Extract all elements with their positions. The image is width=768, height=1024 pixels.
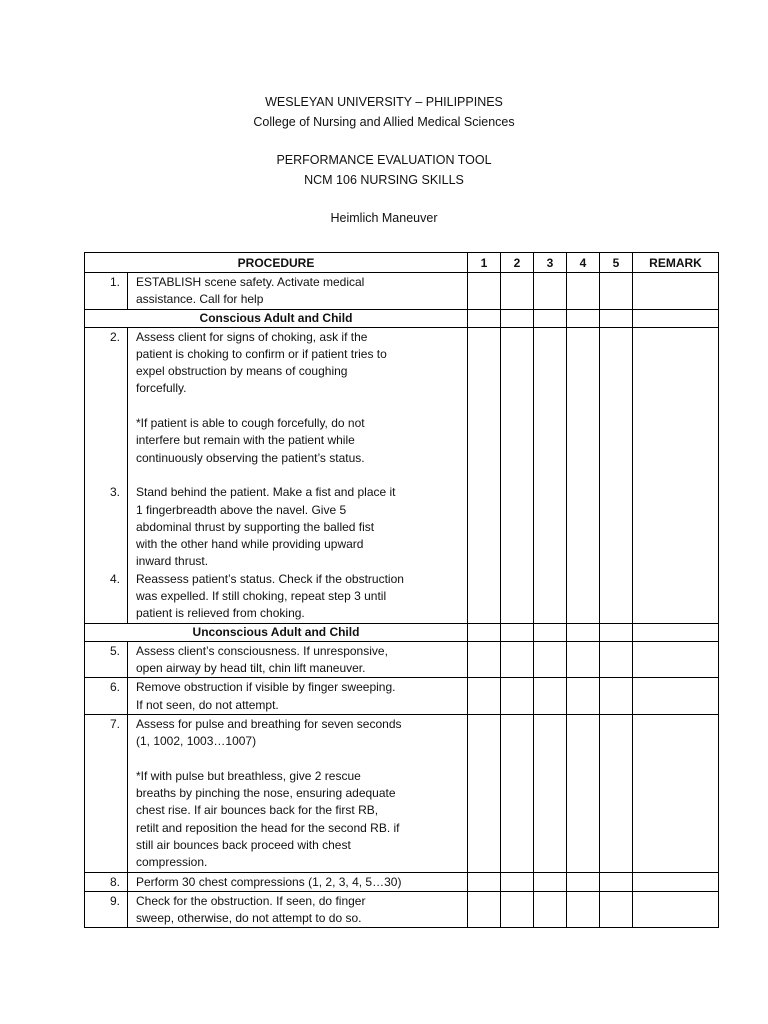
step-number-cell xyxy=(85,891,128,928)
procedure-line: continuously observing the patient’s status. xyxy=(136,450,365,465)
procedure-line xyxy=(136,750,463,767)
procedure-line: *If patient is able to cough forcefully, do not xyxy=(136,416,365,431)
remark-cell[interactable] xyxy=(633,891,719,928)
score-cell-3[interactable] xyxy=(534,714,567,872)
step-number: 8. xyxy=(109,874,120,889)
procedure-line: with the other hand while providing upward xyxy=(136,537,364,552)
score-cell-2[interactable] xyxy=(501,623,534,641)
score-cell-3[interactable] xyxy=(534,872,567,891)
procedure-line: ESTABLISH scene safety. Activate medical xyxy=(136,275,365,289)
procedure-line: still air bounces back proceed with chest xyxy=(136,837,351,852)
procedure-line: Reassess patient’s status. Check if the obstruction xyxy=(136,571,404,586)
remark-cell[interactable] xyxy=(633,872,719,891)
score-cell-2[interactable] xyxy=(501,641,534,678)
score-cell-4[interactable] xyxy=(567,714,600,872)
step-number-cell xyxy=(85,641,128,678)
score-cell-3[interactable] xyxy=(534,273,567,310)
step-number-cell xyxy=(85,678,128,715)
score-header-3: 3 xyxy=(534,253,567,273)
score-cell-4[interactable] xyxy=(567,327,600,623)
procedure-cell xyxy=(128,678,468,715)
score-cell-1[interactable] xyxy=(468,714,501,872)
step-number: 2. xyxy=(109,329,120,344)
procedure-cell xyxy=(128,872,468,891)
score-cell-5[interactable] xyxy=(600,872,633,891)
procedure-cell xyxy=(128,641,468,678)
score-cell-2[interactable] xyxy=(501,714,534,872)
score-cell-5[interactable] xyxy=(600,714,633,872)
document-header xyxy=(0,92,768,228)
procedure-cell xyxy=(128,327,468,623)
procedure-line: inward thrust. xyxy=(136,554,209,569)
procedure-line: Check for the obstruction. If seen, do finger xyxy=(136,893,366,908)
score-cell-5[interactable] xyxy=(600,327,633,623)
procedure-line: expel obstruction by means of coughing xyxy=(136,364,348,379)
procedure-line: breaths by pinching the nose, ensuring adequate xyxy=(136,786,396,801)
score-cell-4[interactable] xyxy=(567,891,600,928)
score-header-1: 1 xyxy=(468,253,501,273)
score-cell-1[interactable] xyxy=(468,327,501,623)
score-cell-2[interactable] xyxy=(501,891,534,928)
step-number: 1. xyxy=(109,275,120,289)
score-cell-1[interactable] xyxy=(468,623,501,641)
procedure-line xyxy=(136,467,463,484)
procedure-line: *If with pulse but breathless, give 2 rescue xyxy=(136,768,361,783)
procedure-cell xyxy=(128,714,468,872)
college-name: College of Nursing and Allied Medical Sciences xyxy=(253,115,515,129)
score-header-5: 5 xyxy=(600,253,633,273)
step-number-cell xyxy=(85,273,128,310)
score-cell-2[interactable] xyxy=(501,309,534,327)
score-cell-2[interactable] xyxy=(501,273,534,310)
section-title: Conscious Adult and Child xyxy=(85,309,468,327)
score-cell-1[interactable] xyxy=(468,641,501,678)
table-row xyxy=(85,872,719,891)
procedure-line: sweep, otherwise, do not attempt to do so. xyxy=(136,911,362,926)
tool-title: PERFORMANCE EVALUATION TOOL xyxy=(276,153,492,167)
score-cell-3[interactable] xyxy=(534,678,567,715)
remark-header: REMARK xyxy=(633,253,719,273)
score-cell-4[interactable] xyxy=(567,623,600,641)
score-header-4: 4 xyxy=(567,253,600,273)
step-number: 4. xyxy=(109,571,120,586)
step-number: 9. xyxy=(109,893,120,908)
procedure-header: PROCEDURE xyxy=(85,253,468,273)
score-cell-5[interactable] xyxy=(600,623,633,641)
score-cell-5[interactable] xyxy=(600,309,633,327)
step-number-cell xyxy=(85,714,128,872)
step-number: 3. xyxy=(109,485,120,500)
score-header-2: 2 xyxy=(501,253,534,273)
procedure-line: retilt and reposition the head for the second RB. if xyxy=(136,820,400,835)
procedure-line: Assess client’s consciousness. If unresponsive, xyxy=(136,643,388,658)
score-cell-4[interactable] xyxy=(567,872,600,891)
score-cell-1[interactable] xyxy=(468,891,501,928)
procedure-line: assistance. Call for help xyxy=(136,292,264,307)
score-cell-4[interactable] xyxy=(567,641,600,678)
table-header-row xyxy=(85,253,719,273)
procedure-line xyxy=(136,398,463,415)
procedure-line: Stand behind the patient. Make a fist and place it xyxy=(136,485,396,500)
step-number-cell xyxy=(85,872,128,891)
score-cell-2[interactable] xyxy=(501,872,534,891)
score-cell-3[interactable] xyxy=(534,327,567,623)
procedure-line: was expelled. If still choking, repeat step 3 until xyxy=(136,589,387,604)
remark-cell[interactable] xyxy=(633,678,719,715)
score-cell-1[interactable] xyxy=(468,309,501,327)
table-row xyxy=(85,891,719,928)
step-number: 5. xyxy=(109,643,120,658)
procedure-line: Perform 30 chest compressions (1, 2, 3, 4, 5…30) xyxy=(136,874,402,889)
score-cell-1[interactable] xyxy=(468,678,501,715)
procedure-line: Assess for pulse and breathing for seven seconds xyxy=(136,716,402,731)
procedure-line: chest rise. If air bounces back for the first RB, xyxy=(136,803,379,818)
table-row xyxy=(85,273,719,310)
score-cell-4[interactable] xyxy=(567,273,600,310)
score-cell-4[interactable] xyxy=(567,678,600,715)
table-row xyxy=(85,714,719,872)
score-cell-5[interactable] xyxy=(600,641,633,678)
score-cell-5[interactable] xyxy=(600,678,633,715)
score-cell-2[interactable] xyxy=(501,678,534,715)
table-row xyxy=(85,678,719,715)
section-title: Unconscious Adult and Child xyxy=(85,623,468,641)
remark-cell[interactable] xyxy=(633,714,719,872)
section-row xyxy=(85,309,719,327)
score-cell-3[interactable] xyxy=(534,309,567,327)
table-body xyxy=(85,273,719,928)
procedure-line: open airway by head tilt, chin lift maneuver. xyxy=(136,660,366,675)
score-cell-1[interactable] xyxy=(468,872,501,891)
score-cell-1[interactable] xyxy=(468,273,501,310)
score-cell-4[interactable] xyxy=(567,309,600,327)
remark-cell[interactable] xyxy=(633,623,719,641)
remark-cell[interactable] xyxy=(633,327,719,623)
procedure-line: compression. xyxy=(136,855,208,870)
score-cell-3[interactable] xyxy=(534,891,567,928)
remark-cell[interactable] xyxy=(633,273,719,310)
procedure-line: patient is relieved from choking. xyxy=(136,606,305,621)
procedure-line: (1, 1002, 1003…1007) xyxy=(136,734,257,749)
score-cell-2[interactable] xyxy=(501,327,534,623)
procedure-line: abdominal thrust by supporting the balled fist xyxy=(136,519,375,534)
procedure-line: If not seen, do not attempt. xyxy=(136,697,279,712)
section-row xyxy=(85,623,719,641)
procedure-line: Assess client for signs of choking, ask if the xyxy=(136,329,368,344)
score-cell-3[interactable] xyxy=(534,641,567,678)
procedure-line: patient is choking to confirm or if patient tries to xyxy=(136,346,387,361)
step-number-cell xyxy=(85,327,128,623)
course-title: NCM 106 NURSING SKILLS xyxy=(304,173,464,187)
procedure-line: forcefully. xyxy=(136,381,187,396)
procedure-line: 1 fingerbreadth above the navel. Give 5 xyxy=(136,502,347,517)
procedure-cell xyxy=(128,891,468,928)
procedure-line: interfere but remain with the patient while xyxy=(136,433,355,448)
step-number: 6. xyxy=(109,680,120,695)
procedure-cell xyxy=(128,273,468,310)
remark-cell[interactable] xyxy=(633,641,719,678)
table-row xyxy=(85,641,719,678)
score-cell-5[interactable] xyxy=(600,891,633,928)
score-cell-3[interactable] xyxy=(534,623,567,641)
table-row xyxy=(85,327,719,623)
procedure-line: Remove obstruction if visible by finger sweeping. xyxy=(136,680,396,695)
step-number: 7. xyxy=(109,716,120,731)
topic-title: Heimlich Maneuver xyxy=(330,211,438,225)
remark-cell[interactable] xyxy=(633,309,719,327)
university-name: WESLEYAN UNIVERSITY – PHILIPPINES xyxy=(265,95,503,109)
evaluation-table xyxy=(84,252,719,928)
score-cell-5[interactable] xyxy=(600,273,633,310)
